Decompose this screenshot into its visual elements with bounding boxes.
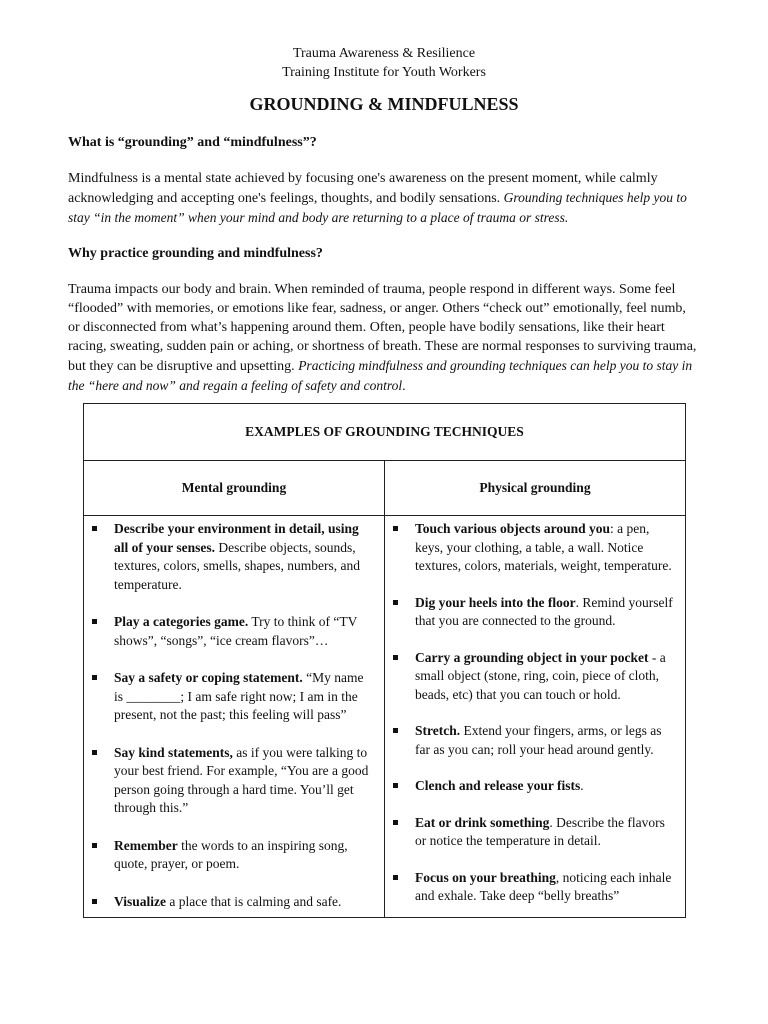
item-text: the words to an inspiring song, quote, prayer, or poem. <box>114 837 348 871</box>
item-bold: Clench and release your fists <box>415 778 581 793</box>
list-item <box>90 744 374 818</box>
item-text: . <box>580 778 584 793</box>
document-title: GROUNDING & MINDFULNESS <box>249 94 519 114</box>
item-text: Describe objects, sounds, textures, colors, smells, shapes, numbers, and temperature. <box>114 539 360 592</box>
item-bold: Play a categories game. <box>114 614 249 629</box>
document-page <box>68 44 700 396</box>
grounding-techniques-table <box>83 403 686 918</box>
item-bold: Remember <box>114 837 178 853</box>
list-item <box>391 520 675 576</box>
mental-grounding-list <box>84 516 384 917</box>
item-text: . Remind yourself that you are connected to the ground. <box>415 594 673 628</box>
item-bold: Touch various objects around you <box>415 521 611 536</box>
list-item <box>391 722 675 759</box>
list-item <box>391 814 675 851</box>
item-text: Try to think of “TV shows”, “songs”, “ice cream flavors”… <box>114 614 358 648</box>
question-what-is: What is “grounding” and “mindfulness”? <box>68 135 317 150</box>
paragraph-trauma-italic: Practicing mindfulness and grounding techniques can help you to stay in the “here and now” and regain a feeling of safety and control <box>68 358 693 393</box>
list-item <box>391 777 675 796</box>
item-bold: Focus on your breathing <box>415 869 556 885</box>
item-text: as if you were talking to your best friend. For example, “You are a good person going through a hard time. You’ll get through this.” <box>114 744 369 815</box>
item-text: : a pen, keys, your clothing, a table, a wall. Notice textures, colors, materials, weight, temperature. <box>415 521 672 573</box>
paragraph-mindfulness-text: Mindfulness is a mental state achieved by focusing one's awareness on the present moment, while calmly acknowledging and accepting one's feelings, thoughts, and bodily sensations. <box>68 171 658 206</box>
paragraph-trauma <box>68 280 700 396</box>
item-bold: Eat or drink something <box>415 814 550 830</box>
item-bold: Say kind statements, <box>114 744 233 760</box>
item-bold: Dig your heels into the floor <box>415 594 576 610</box>
list-item <box>90 893 374 912</box>
mental-grounding-cell <box>84 516 385 918</box>
item-text: , noticing each inhale and exhale. Take deep “belly breaths” <box>415 869 672 903</box>
physical-grounding-heading: Physical grounding <box>385 461 686 516</box>
list-item <box>391 869 675 906</box>
paragraph-trauma-text: Trauma impacts our body and brain. When reminded of trauma, people respond in different ways. Some feel “flooded” with memories, or emotions like fear, sadness, or anger. Others “check out” emotionally, feel numb, or disconnected from what’s happening around them. Often, people have bodily sensations, like their heart racing, sweating, sudden pain or aching, or shortness of breath. These are normal responses to surviving trauma, but they can be disruptive and upsetting. <box>68 282 697 374</box>
question-why-practice: Why practice grounding and mindfulness? <box>68 246 323 261</box>
organization-line-2: Training Institute for Youth Workers <box>282 65 486 80</box>
paragraph-mindfulness <box>68 169 700 228</box>
mental-grounding-heading: Mental grounding <box>84 461 385 516</box>
organization-line-1: Trauma Awareness & Resilience <box>292 46 476 61</box>
list-item <box>391 649 675 705</box>
paragraph-trauma-end: . <box>402 379 406 394</box>
item-bold: Visualize <box>114 893 166 909</box>
list-item <box>90 669 374 725</box>
paragraph-mindfulness-italic: Grounding techniques help you to stay “in the moment” when your mind and body are returning to a place of trauma or stress. <box>68 190 687 225</box>
list-item <box>391 594 675 631</box>
list-item <box>90 613 374 650</box>
item-bold: Say a safety or coping statement. <box>114 670 303 685</box>
physical-grounding-list <box>385 516 685 912</box>
item-bold: Describe your environment in detail, using all of your senses. <box>114 521 359 555</box>
item-bold: Carry a grounding object in your pocket <box>415 649 649 665</box>
item-text: a place that is calming and safe. <box>166 893 342 909</box>
item-text: - a small object (stone, ring, coin, piece of cloth, beads, etc) that you can touch or hold. <box>415 649 666 702</box>
list-item <box>90 837 374 874</box>
item-text: . Describe the flavors or notice the temperature in detail. <box>415 814 665 848</box>
item-text: Extend your fingers, arms, or legs as far as you can; roll your head around gently. <box>415 723 662 757</box>
table-heading: EXAMPLES OF GROUNDING TECHNIQUES <box>84 404 686 461</box>
item-bold: Stretch. <box>415 723 461 738</box>
list-item <box>90 520 374 594</box>
physical-grounding-cell <box>385 516 686 918</box>
item-text: “My name is ________; I am safe right now; I am in the present, not the past; this feeling will pass” <box>114 670 364 722</box>
